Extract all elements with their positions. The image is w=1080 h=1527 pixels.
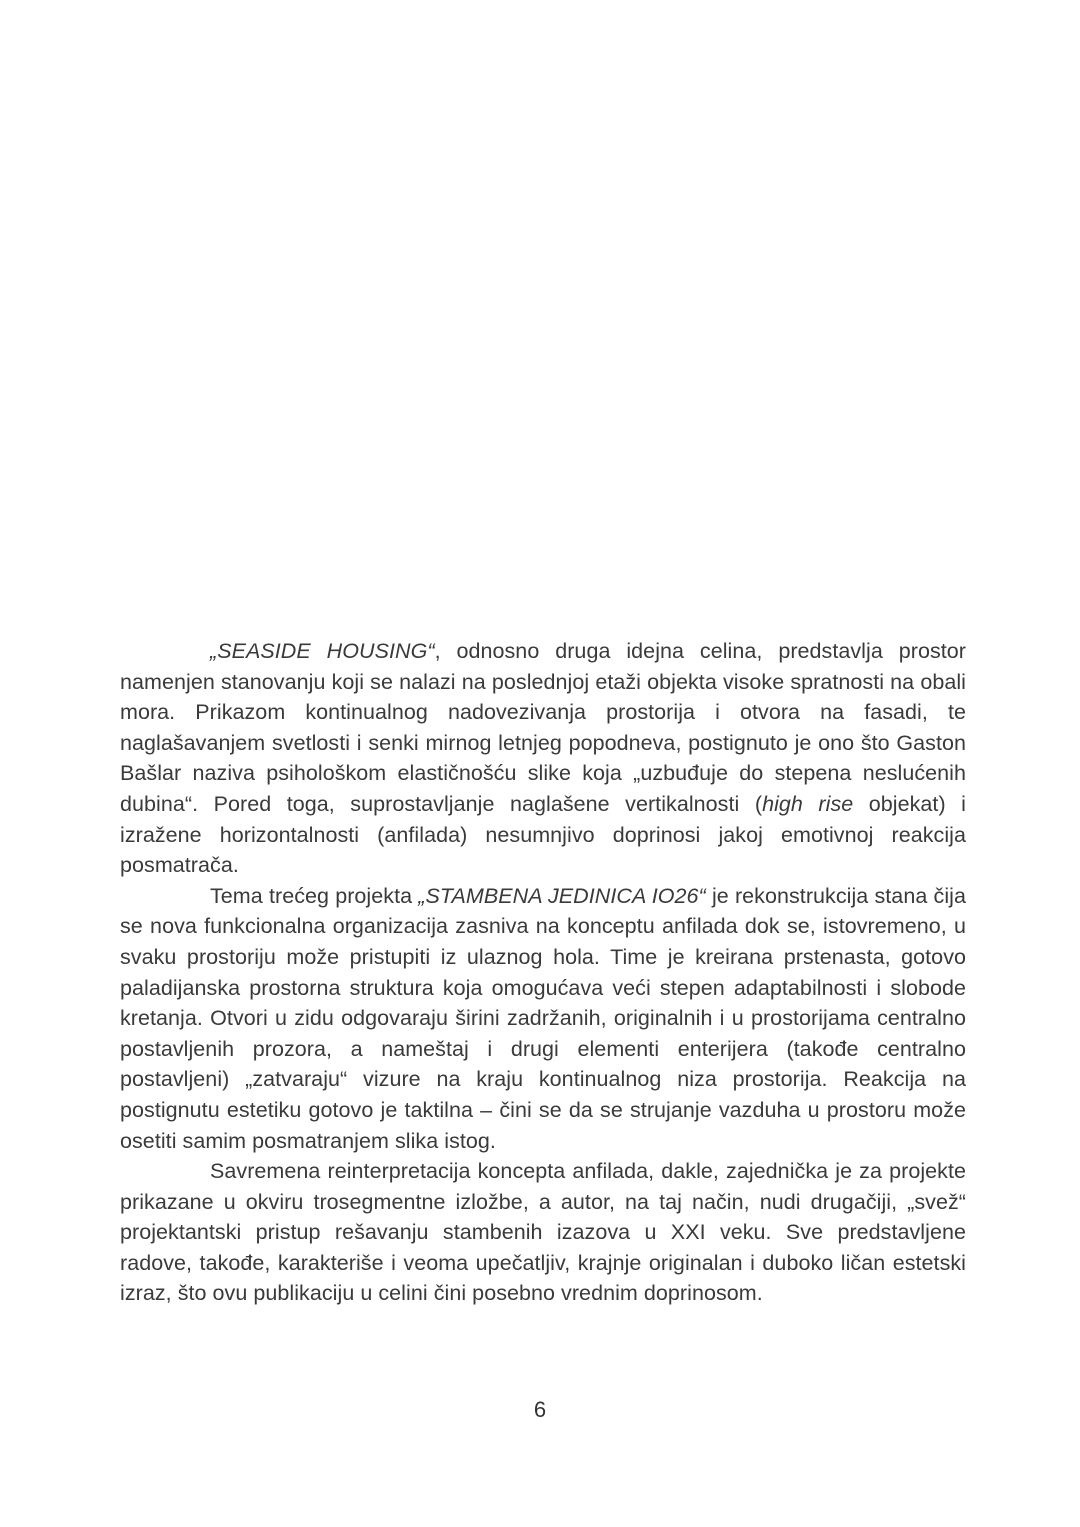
italic-term: high rise xyxy=(762,791,854,816)
paragraph-text: Savremena reinterpretacija koncepta anfilada, dakle, zajednička je za projekte prikazane u okviru trosegmentne izložbe, a autor, na taj način, nudi drugačiji, „svež“ projektantski pristup rešavanju stambenih izazova u XXI veku. Sve predstavljene radove, takođe, karakteriše i veoma upečatljiv, krajnje originalan i duboko ličan estetski izraz, što ovu publikaciju u celini čini posebno vrednim doprinosom. xyxy=(120,1159,966,1306)
italic-project-title: „SEASIDE HOUSING“ xyxy=(210,639,435,663)
body-text xyxy=(120,636,966,1309)
italic-project-title: „STAMBENA JEDINICA IO26“ xyxy=(418,883,706,908)
page-number: 6 xyxy=(533,1397,547,1422)
paragraph-text: je rekonstrukcija stana čija se nova funkcionalna organizacija zasniva na konceptu anfilada dok se, istovremeno, u svaku prostoriju može pristupiti iz ulaznog hola. Time je kreirana prstenasta, gotovo paladijanska prostorna struktura koja omogućava veći stepen adaptabilnosti i slobode kretanja. Otvori u zidu odgovaraju širini zadržanih, originalnih i u prostorijama centralno postavljenih prozora, a nameštaj i drugi elementi enterijera (takođe centralno postavljeni) „zatvaraju“ vizure na kraju kontinualnog niza prostorija. Reakcija na postignutu estetiku gotovo je taktilna – čini se da se strujanje vazduha u prostoru može osetiti samim posmatranjem slika istog. xyxy=(120,883,966,1153)
paragraph-seaside-housing xyxy=(120,636,966,881)
paragraph-conclusion xyxy=(120,1156,966,1309)
paragraph-stambena-jedinica xyxy=(120,881,966,1156)
paragraph-text: Tema trećeg projekta xyxy=(210,883,419,908)
paragraph-text: , odnosno druga idejna celina, predstavlja prostor namenjen stanovanju koji se nalazi na poslednjoj etaži objekta visoke spratnosti na obali mora. Prikazom kontinualnog nadovezivanja prostorija i otvora na fasadi, te naglašavanjem svetlosti i senki mirnog letnjeg popodneva, postignuto je ono što Gaston Bašlar naziva psihološkom elastičnošću slike koja „uzbuđuje do stepena neslućenih dubina“. Pored toga, suprostavljanje naglašene vertikalnosti ( xyxy=(120,639,966,816)
paragraph-text: objekat) i izražene horizontalnosti (anfilada) nesumnjivo doprinosi jakoj emotivnoj reakcija posmatrača. xyxy=(120,791,966,878)
